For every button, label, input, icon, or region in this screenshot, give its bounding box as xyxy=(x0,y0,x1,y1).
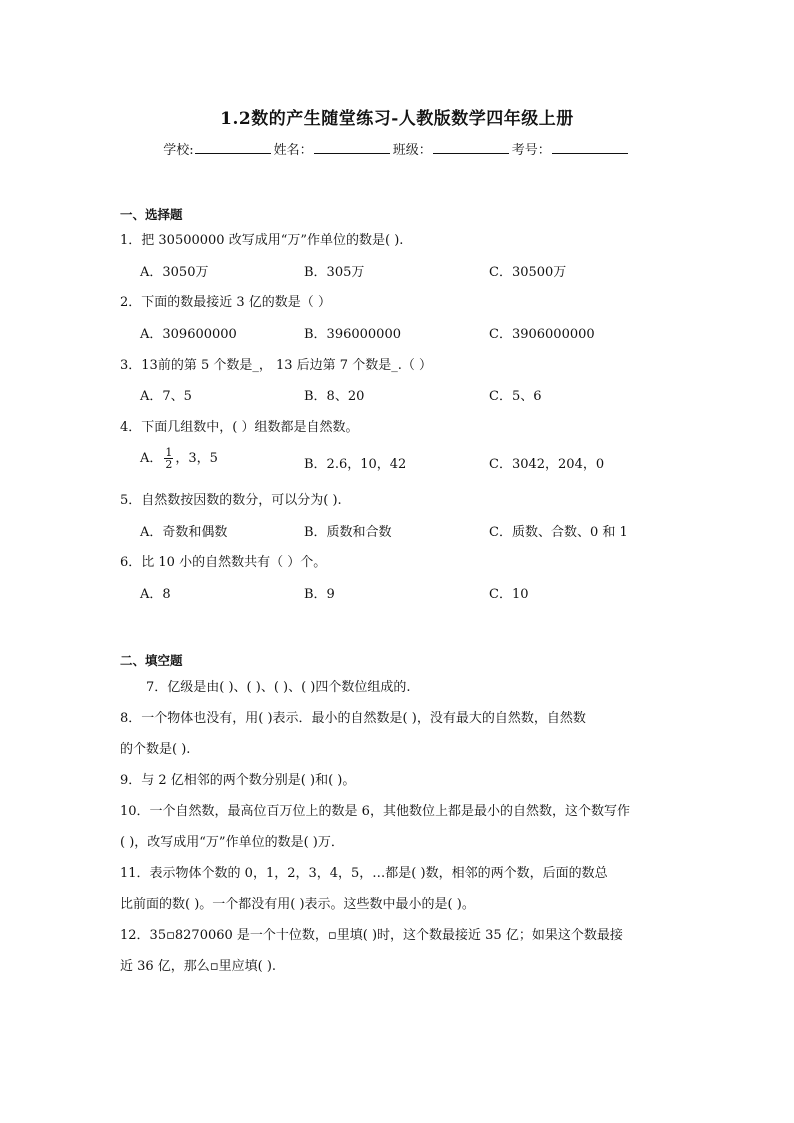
student-info-line xyxy=(0,139,794,158)
school-label: 学校: xyxy=(163,143,194,158)
question-4-option-b: B．2.6，10，42 xyxy=(304,457,407,472)
name-blank[interactable] xyxy=(314,141,390,154)
question-3-stem: 3．13前的第 5 个数是_， 13 后边第 7 个数是_.（ ） xyxy=(120,358,432,373)
fill-question-10-line-1: 10．一个自然数，最高位百万位上的数是 6，其他数位上都是最小的自然数，这个数写作 xyxy=(120,804,630,819)
question-4-option-a-rest: ，3，5 xyxy=(175,451,218,466)
question-6-option-b: B．9 xyxy=(304,587,335,602)
fill-question-8-line-1: 8．一个物体也没有，用( )表示．最小的自然数是( )，没有最大的自然数，自然数 xyxy=(120,711,586,726)
question-6-stem: 6．比 10 小的自然数共有（ ）个。 xyxy=(120,555,327,570)
exam-no-blank[interactable] xyxy=(552,141,628,154)
fraction-numerator: 1 xyxy=(165,446,173,459)
section-heading-fill-in: 二、填空题 xyxy=(120,653,183,668)
question-4-option-a-prefix: A． xyxy=(140,451,163,466)
fill-question-8-line-2: 的个数是( ). xyxy=(120,742,191,757)
school-blank[interactable] xyxy=(195,141,271,154)
question-2-option-b: B．396000000 xyxy=(304,327,401,342)
class-blank[interactable] xyxy=(433,141,509,154)
question-5-option-a: A．奇数和偶数 xyxy=(140,525,228,540)
question-5-stem: 5．自然数按因数的数分，可以分为( ). xyxy=(120,493,342,508)
question-4-option-a xyxy=(140,447,218,470)
fill-question-12-line-2: 近 36 亿，那么▫里应填( ). xyxy=(120,959,277,974)
fraction-one-half xyxy=(164,447,173,470)
question-5-option-c: C．质数、合数、0 和 1 xyxy=(489,525,628,540)
question-3-option-a: A．7、5 xyxy=(140,389,192,404)
fill-question-11-line-1: 11．表示物体个数的 0，1，2，3，4，5，…都是( )数，相邻的两个数，后面的数总 xyxy=(120,866,608,881)
fill-question-7: 7．亿级是由( )、( )、( )、( )四个数位组成的. xyxy=(146,680,411,695)
exam-no-label: 考号： xyxy=(511,143,551,158)
question-2-option-c: C．3906000000 xyxy=(489,327,595,342)
question-6-option-a: A．8 xyxy=(140,587,171,602)
fill-question-11-line-2: 比前面的数( )。一个都没有用( )表示。这些数中最小的是( )。 xyxy=(120,897,475,912)
fraction-denominator: 2 xyxy=(165,458,173,471)
question-1-option-a: A．3050万 xyxy=(140,265,209,280)
fill-question-10-line-2: ( )，改写成用“万”作单位的数是( )万． xyxy=(120,835,344,850)
page-title: 1.2数的产生随堂练习-人教版数学四年级上册 xyxy=(220,109,574,129)
question-4-stem: 4．下面几组数中，( ）组数都是自然数。 xyxy=(120,420,359,435)
question-2-option-a: A．309600000 xyxy=(140,327,237,342)
question-6-option-c: C．10 xyxy=(489,587,529,602)
question-1-option-c: C．30500万 xyxy=(489,265,567,280)
question-5-option-b: B．质数和合数 xyxy=(304,525,392,540)
question-1-stem: 1．把 30500000 改写成用“万”作单位的数是( ). xyxy=(120,233,404,248)
question-3-option-c: C．5、6 xyxy=(489,389,542,404)
section-heading-choice: 一、选择题 xyxy=(120,207,183,222)
class-label: 班级： xyxy=(392,143,432,158)
question-2-stem: 2．下面的数最接近 3 亿的数是（ ） xyxy=(120,295,331,310)
question-3-option-b: B．8、20 xyxy=(304,389,365,404)
name-label: 姓名： xyxy=(273,143,313,158)
question-4-option-c: C．3042，204，0 xyxy=(489,457,605,472)
question-1-option-b: B．305万 xyxy=(304,265,365,280)
fill-question-12-line-1: 12．35▫8270060 是一个十位数，▫里填( )时，这个数最接近 35 亿；如果这个数最接 xyxy=(120,928,623,943)
fill-question-9: 9．与 2 亿相邻的两个数分别是( )和( )。 xyxy=(120,773,356,788)
